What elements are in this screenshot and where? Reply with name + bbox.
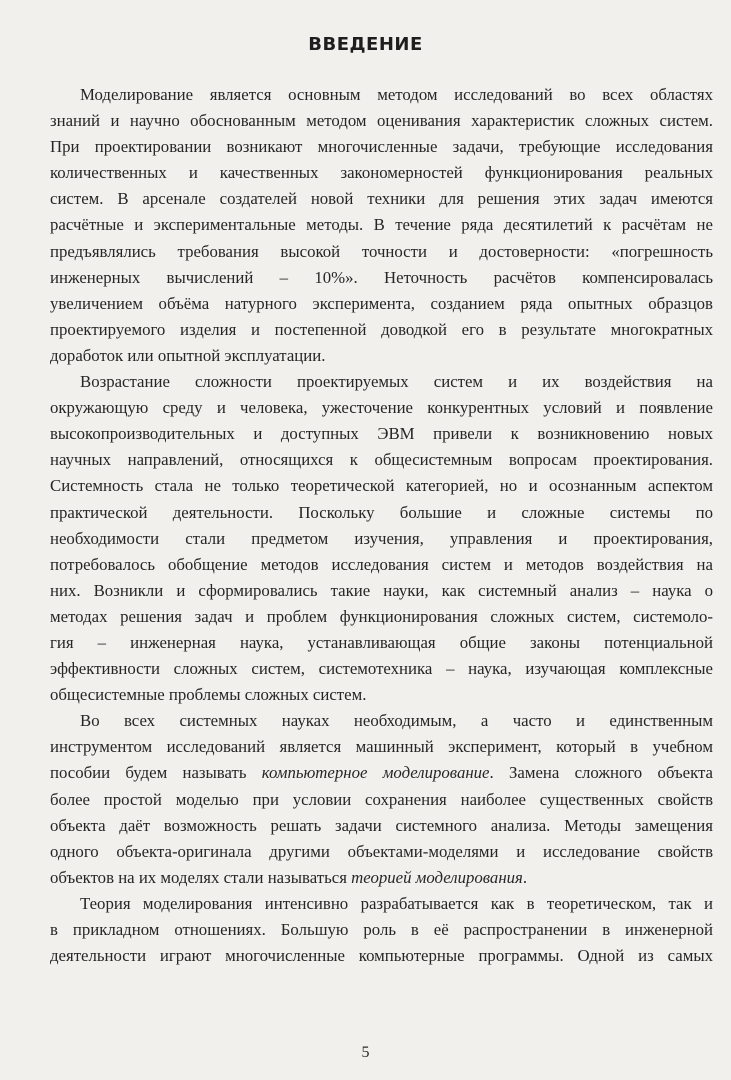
text-segment: предъявлялись требования высокой точности и достоверности: «погрешность: [50, 241, 713, 261]
text-segment: эффективности сложных систем, системотехника – наука, изучающая комплексные: [50, 659, 713, 679]
text-line: [50, 369, 713, 395]
text-segment: Моделирование является основным методом исследований во всех областях: [80, 85, 713, 104]
text-line: [50, 212, 713, 238]
text-line: [50, 604, 713, 630]
text-segment: инструментом исследований является машинный эксперимент, который в учебном: [50, 737, 713, 757]
paragraph: [50, 82, 713, 369]
text-line: [50, 343, 713, 369]
text-line: [50, 917, 713, 943]
text-line: [50, 708, 713, 734]
text-segment: в прикладном отношениях. Большую роль в её распространении в инженерной: [50, 920, 713, 939]
text-segment: практической деятельности. Поскольку большие и сложные системы по: [50, 502, 713, 522]
text-segment: окружающую среду и человека, ужесточение конкурентных условий и появление: [50, 398, 713, 418]
text-line: [50, 787, 713, 813]
text-segment: доработок или опытной эксплуатации.: [50, 345, 326, 365]
text-line: [50, 134, 713, 160]
paragraph: [50, 891, 713, 969]
text-line: [50, 82, 713, 108]
text-line: [50, 500, 713, 526]
text-line: [50, 865, 713, 891]
text-segment: знаний и научно обоснованным методом оценивания характеристик сложных систем.: [50, 111, 713, 131]
text-line: [50, 526, 713, 552]
text-line: [50, 447, 713, 473]
text-segment: .: [522, 867, 528, 887]
text-line: [50, 891, 713, 917]
text-line: [50, 473, 713, 499]
text-segment: гия – инженерная наука, устанавливающая общие законы потенциальной: [50, 632, 713, 652]
text-segment: количественных и качественных закономерностей функционирования реальных: [50, 163, 713, 183]
text-line: [50, 760, 713, 786]
text-line: [50, 552, 713, 578]
text-line: [50, 186, 713, 212]
text-line: [50, 839, 713, 865]
text-segment: объектов на их моделях стали называться: [50, 867, 352, 887]
text-segment: Теория моделирования интенсивно разрабатывается как в теоретическом, так и: [80, 893, 713, 913]
page-number: 5: [361, 1044, 370, 1061]
text-segment: научных направлений, относящихся к общесистемным вопросам проектирования.: [50, 450, 713, 470]
text-line: [50, 813, 713, 839]
text-line: [50, 734, 713, 760]
emphasized-term: теорией моделирования: [351, 867, 523, 887]
text-segment: высокопроизводительных и доступных ЭВМ привели к возникновению новых: [50, 424, 713, 444]
text-line: [50, 578, 713, 604]
text-line: [50, 160, 713, 186]
text-segment: потребовалось обобщение методов исследования систем и методов воздействия на: [50, 554, 713, 574]
text-line: [50, 317, 713, 343]
document-body: [50, 82, 713, 969]
text-line: [50, 291, 713, 317]
text-line: [50, 265, 713, 291]
text-segment: одного объекта-оригинала другими объектами-моделями и исследование свойств: [50, 841, 713, 861]
text-line: [50, 239, 713, 265]
page-title: ВВЕДЕНИЕ: [308, 34, 423, 55]
text-segment: Системность стала не только теоретической категорией, но и осознанным аспектом: [50, 476, 713, 496]
text-segment: объекта даёт возможность решать задачи системного анализа. Методы замещения: [50, 815, 713, 835]
text-segment: расчётные и экспериментальные методы. В течение ряда десятилетий к расчётам не: [50, 215, 713, 235]
text-segment: При проектировании возникают многочисленные задачи, требующие исследования: [50, 137, 713, 157]
text-segment: деятельности играют многочисленные компьютерные программы. Одной из самых: [50, 946, 713, 966]
text-line: [50, 943, 713, 969]
text-segment: . Замена сложного объекта: [489, 763, 714, 783]
text-line: [50, 630, 713, 656]
text-line: [50, 395, 713, 421]
text-segment: систем. В арсенале создателей новой техники для решения этих задач имеются: [50, 189, 713, 209]
text-segment: Возрастание сложности проектируемых систем и их воздействия на: [80, 372, 713, 392]
text-segment: необходимости стали предметом изучения, управления и проектирования,: [50, 528, 713, 548]
emphasized-term: компьютерное моделирование: [261, 763, 490, 783]
text-segment: общесистемные проблемы сложных систем.: [50, 685, 367, 705]
text-line: [50, 656, 713, 682]
text-segment: инженерных вычислений – 10%». Неточность расчётов компенсировалась: [50, 267, 713, 287]
paragraph: [50, 369, 713, 708]
text-segment: более простой моделью при условии сохранения наиболее существенных свойств: [50, 789, 713, 809]
text-line: [50, 682, 713, 708]
text-line: [50, 421, 713, 447]
text-segment: проектируемого изделия и постепенной доводкой его в результате многократных: [50, 319, 713, 339]
text-segment: Во всех системных науках необходимым, а часто и единственным: [80, 711, 713, 731]
text-segment: увеличением объёма натурного эксперимента, созданием ряда опытных образцов: [50, 293, 713, 313]
text-segment: методах решения задач и проблем функционирования сложных систем, системоло-: [50, 606, 713, 626]
text-segment: пособии будем называть: [50, 763, 262, 783]
text-segment: них. Возникли и сформировались такие науки, как системный анализ – наука о: [50, 580, 713, 600]
text-line: [50, 108, 713, 134]
paragraph: [50, 708, 713, 891]
